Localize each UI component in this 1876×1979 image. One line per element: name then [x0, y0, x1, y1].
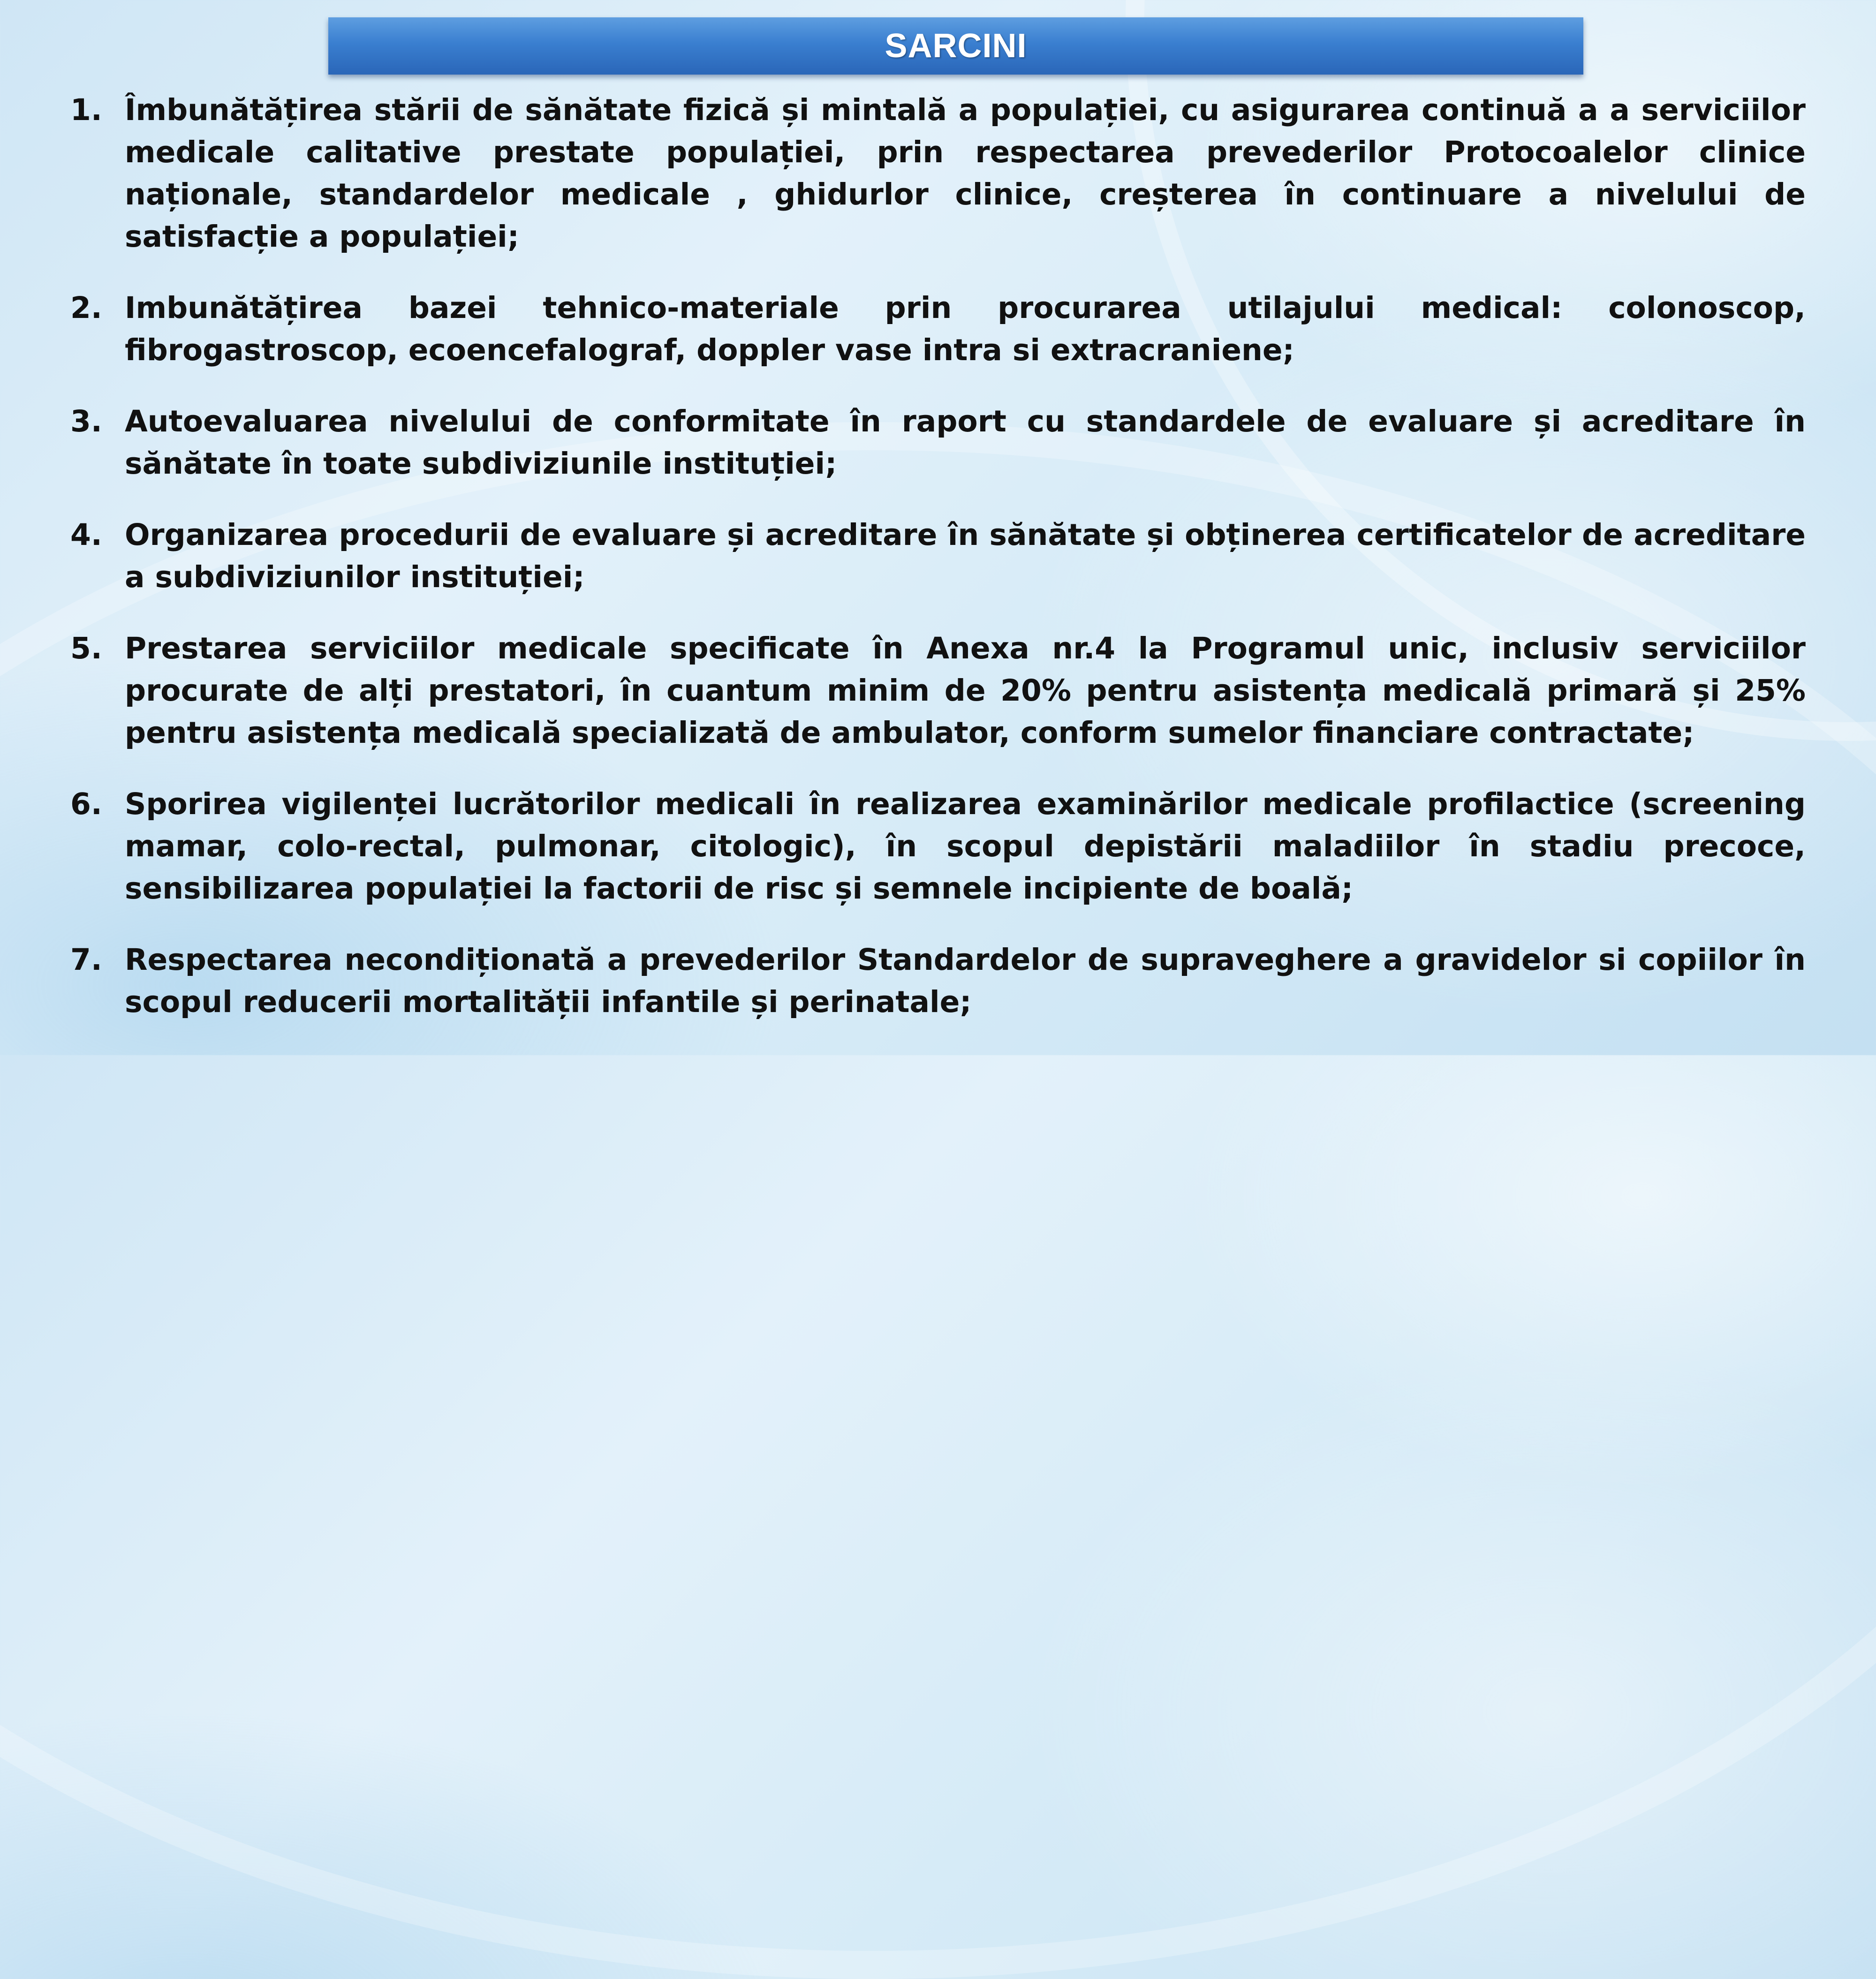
task-number: 2.: [70, 291, 102, 325]
task-text: Sporirea vigilenței lucrătorilor medicali în realizarea examinărilor medicale profilactice (screening mamar, colo-rectal, pulmonar, citologic), în scopul depistării maladiilor în stadiu precoce, sensibilizarea populației la factorii de risc și semnele incipiente de boală;: [125, 787, 1806, 906]
task-number: 1.: [70, 93, 102, 127]
task-list: [70, 89, 1806, 1052]
task-item-2: [70, 287, 1806, 371]
title-banner: [328, 17, 1583, 75]
task-text: Autoevaluarea nivelului de conformitate în raport cu standardele de evaluare și acreditare în sănătate în toate subdiviziunile instituției;: [125, 404, 1806, 481]
slide-title: SARCINI: [885, 27, 1027, 65]
task-item-6: [70, 783, 1806, 910]
task-number: 4.: [70, 518, 102, 552]
task-number: 5.: [70, 631, 102, 665]
task-item-1: [70, 89, 1806, 258]
task-number: 7.: [70, 943, 102, 977]
task-number: 6.: [70, 787, 102, 821]
task-text: Imbunătățirea bazei tehnico-materiale prin procurarea utilajului medical: colonoscop, fibrogastroscop, ecoencefalograf, doppler vase intra si extracraniene;: [125, 291, 1806, 367]
task-item-5: [70, 627, 1806, 754]
task-text: Îmbunătățirea stării de sănătate fizică și mintală a populației, cu asigurarea continuă a a serviciilor medicale calitative prestate populației, prin respectarea prevederilor Protocoalelor clinice naționale, standardelor medicale , ghidurlor clinice, creșterea în continuare a nivelului de satisfacție a populației;: [125, 93, 1806, 254]
task-text: Organizarea procedurii de evaluare și acreditare în sănătate și obținerea certificatelor de acreditare a subdiviziunilor instituției;: [125, 518, 1806, 594]
task-item-4: [70, 514, 1806, 598]
task-number: 3.: [70, 404, 102, 438]
task-text: Respectarea necondiționată a prevederilor Standardelor de supraveghere a gravidelor si copiilor în scopul reducerii mortalității infantile și perinatale;: [125, 943, 1806, 1019]
task-item-7: [70, 939, 1806, 1023]
task-text: Prestarea serviciilor medicale specificate în Anexa nr.4 la Programul unic, inclusiv serviciilor procurate de alți prestatori, în cuantum minim de 20% pentru asistența medicală primară și 25% pentru asistența medicală specializată de ambulator, conform sumelor financiare contractate;: [125, 631, 1806, 750]
task-item-3: [70, 400, 1806, 485]
